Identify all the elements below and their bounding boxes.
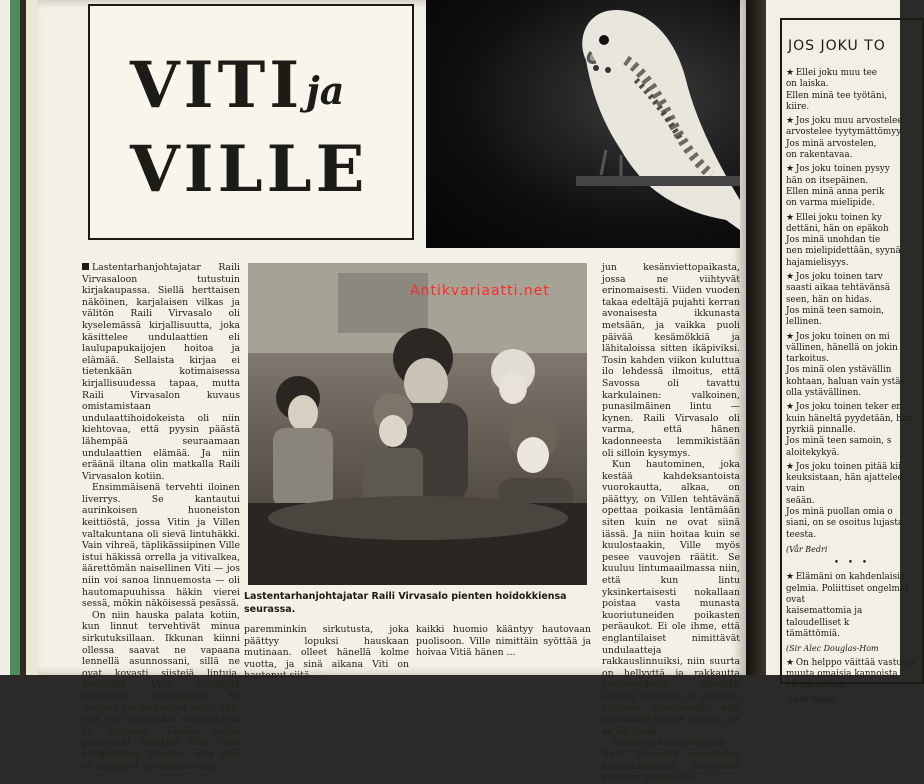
article-column-3: [416, 624, 591, 659]
star-icon: ★: [786, 68, 794, 78]
sidebar-item: ★ Jos joku toinen pysyy hän on itsepäinen. Ellen minä anna perik on varma mielipide.: [786, 164, 890, 209]
article-column-1: [82, 262, 240, 772]
sidebar-item: ★ Ellei joku toinen ky dettäni, hän on epäkoh Jos minä unohdan tie nen mielipidettään, syynä hajamielisyys.: [786, 212, 901, 268]
sidebar-item: ★ On helppo väittää vastusta muuta omaisia kannoista väistämiseen.: [786, 657, 916, 691]
paragraph-col4-1: jun kesänviettopaikasta, jossa ne viihtyvät erinomaisesti. Viiden vuoden takaa edeltäjä pujahti kerran avonaisesta ikkunasta metsään, ja vaikka puoli päivää kesämökkiä ja lähitaloissa sitten ikäpiviksi. Tosin kahden viikon kuluttua ilo lehdessä ilmoitus, että Savossa oli tavattu karkulainen: valkoinen, punasilmäinen lintu — kynen. Raili Virvasalo oli varma, että hänen kadonneesta lemmikistään oli silloin kysymys.: [602, 262, 740, 459]
star-icon: ★: [786, 272, 794, 283]
photo-caption: Lastentarhanjohtajatar Raili Virvasalo pienten hoidokkiensa seurassa.: [244, 591, 567, 615]
title-viti: VITI: [130, 48, 304, 123]
sidebar-box: [780, 18, 924, 705]
left-page-edge: [0, 0, 38, 675]
paragraph-2: Ensimmäisenä tervehti iloinen liverrys. Se kantautui aurinkoisen huoneiston keittiöstä, jossa Vitin ja Villen valtakuntana oli sievä lintuhäkki. Vain vihreä, täplikässiipinen Ville istui häkissä orrella ja vitivalkea, äärettömän naisellinen Viti — jos niin voi sanoa linnuemosta — oli hautomapuuhissa häkin vierei sessä, mökin näköisessä pesässä.: [82, 482, 240, 610]
star-icon: ★: [786, 402, 794, 413]
article-column-4: [602, 262, 740, 784]
sidebar-text: [786, 68, 918, 709]
sidebar-item: ★ Jos joku toinen on mi vällinen, hänellä on jokin tarkoitus. Jos minä olen ystävällin kohtaan, haluan vain ystäv olla ystävällinen.: [786, 331, 906, 399]
star-icon: ★: [786, 116, 794, 127]
square-bullet-icon: [82, 263, 89, 270]
magazine-page: [38, 0, 746, 784]
sidebar-item: ★ Jos joku toinen tarv saasti aikaa tehtävänsä seen, hän on hidas. Jos minä teen samoin, lellinen.: [786, 272, 891, 328]
kids-photo: [248, 263, 587, 585]
title-box: [88, 4, 414, 240]
paragraph-1: Lastentarhanjohtajatar Raili Virvasaloon tutustuin kirjakaupassa. Siellä herttaisen näköinen, karjalaisen vilkas ja välitön Raili Virvasalo oli kyselemässä kirjallisuutta, joka käsittelee undulaattien eli laulupapukaijojen hoitoa ja elämää. Sellaista kirjaa ei tietenkään kotimaisessa kirjallisuudessa tapaa, mutta Raili Virvasalon kuvaus omistamistaan undulaattihoidokeista oli niin kiehtovaa, että pyysin päästä lähempää seuraamaan undulaattien elämää. Ja niin eräänä iltana olin matkalla Raili Virvasalon kotiin.: [82, 262, 240, 482]
page-gutter: [746, 0, 766, 675]
sidebar-item: ★ Jos joku toinen teker en kuin häneltä pyydetään, hän pyrkiä pinnalle. Jos minä teen samoin, s aloitekykyä.: [786, 402, 913, 458]
sidebar-credit: (Sir Alec Douglas-Hom: [786, 644, 879, 654]
star-icon: ★: [786, 331, 794, 342]
separator-dots: • • •: [833, 558, 871, 569]
sidebar-item: ★ Elämäni on kahdenlaisia gelmia. Poliittiset ongelmat ovat kaisemattomia ja taloudelliset k tämättömiä.: [786, 572, 909, 639]
star-icon: ★: [786, 657, 794, 668]
budgerigar-photo: [426, 0, 740, 248]
sidebar-item: ★ Jos joku muu arvostelee arvostelee tyytymättömyy Jos minä arvostelen, on rakentavaa.: [786, 116, 903, 161]
title-ville: VILLE: [130, 132, 369, 207]
sidebar-title: JOS JOKU TO: [788, 38, 886, 54]
right-page: [766, 0, 916, 705]
sidebar-item: ★ Ellei joku muu tee on laiska. Ellen minä tee työtäni, kiire.: [786, 68, 888, 112]
kids-illustration: [248, 263, 587, 585]
paragraph-3: On niin hauska palata kotiin, kun linnut tervehtivät minua sirkutuksillaan. Ikkunan kiinni ollessa saavat ne vapaana lennellä asunnossani, sillä ne ovat kovasti siistejä lintuja. Varsinkin Ville viivähtää mielellään olkapäälläni. Se temppu voi tarkoittaa myös sitä, että vesi lintuhäkin vesiputkesta on loppunut. Tänään kotiin palattuani lennähti Ville oitis olkapäälleni. Arvasin, että vesi oli loppunut. Ja oikeasta olin.: [82, 609, 240, 772]
paragraph-col2: paremminkin sirkutusta, joka päättyy lopuksi hauskaan mutinaan. olleet hänellä kolme vuotta, ja sinä aikana Viti on hautonut siitä ...: [244, 624, 409, 682]
watermark: Antikvariaatti.net: [410, 283, 550, 299]
paragraph-col3: kaikki huomio kääntyy hautovaan puolisoon. Ville nimittäin syöttää ja hoivaa Vitiä hänen ...: [416, 624, 591, 659]
paragraph-col4-3: Lastentarhanopettajana Raili Virvasalo suosittelee lemmikkilintuja erityisesti perheen yksinäisille ...: [602, 737, 740, 784]
sidebar-credit: (Vår Bedri: [786, 544, 828, 554]
sidebar-credit: (Lesli Stamp: [786, 695, 838, 705]
star-icon: ★: [786, 164, 794, 175]
article-column-2: [244, 624, 409, 682]
star-icon: ★: [786, 461, 794, 472]
title-ja: ja: [306, 68, 345, 113]
budgerigar-illustration: [426, 0, 740, 248]
star-icon: ★: [786, 572, 794, 583]
sidebar-item: ★ Jos joku toinen pitää kii keuksistaan, hän ajattelee vain seään. Jos minä puollan omia o siani, on se osoitus lujasta teesta.: [786, 461, 904, 540]
paragraph-col4-2: Kun hautominen, joka kestää kahdeksantoista vuorokautta, alkaa, on päättyy, on Villen tehtävänä opettaa poikasia lentämään siten kuin ne ovat siinä iässä. Ja niin hoitaa kuin se kuulostaakin, Ville myös pesee vauvojen räätit. Se kuuluu lintumaailmassa niin, että kun lintu yksinkertaisesti nokallaan poistaa vasta munasta kuoriutuneiden poikasten peräaukot. Ei ole ihme, että englantilaiset nimittävät undulaatteja rakkauslinnuiksi, niin suurta on hellyyttä ja rakkautta koirasuudesta elämään sisältyy puolison ja perheen kohtaan. Sanotaankin, että undulaatti kuolee suruun, jos se jää yksin.: [602, 459, 740, 737]
star-icon: ★: [786, 212, 794, 223]
